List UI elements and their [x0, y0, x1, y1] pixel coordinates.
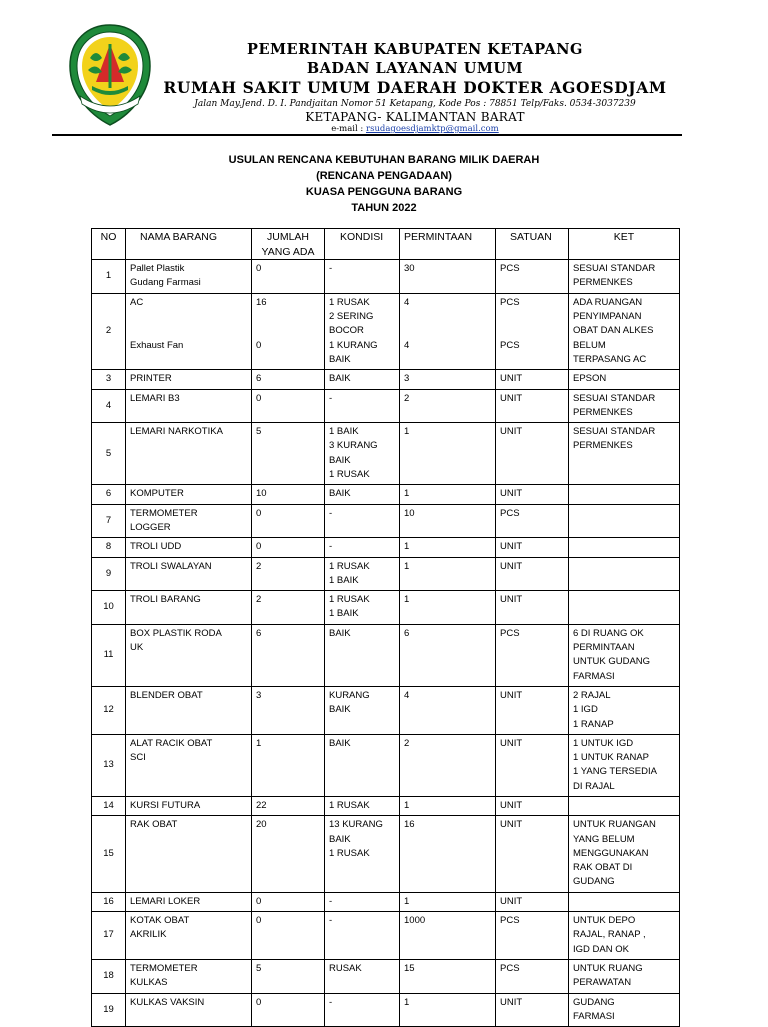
condition-cell: 1 BAIK 3 KURANG BAIK 1 RUSAK — [325, 423, 400, 485]
notes-cell: ADA RUANGAN PENYIMPANAN OBAT DAN ALKES BELUM TERPASANG AC — [569, 293, 680, 369]
existing-quantity-cell: 6 — [252, 624, 325, 686]
table-row — [92, 686, 680, 734]
condition-cell: BAIK — [325, 624, 400, 686]
existing-quantity-cell: 22 — [252, 796, 325, 815]
item-name-cell: Pallet Plastik Gudang Farmasi — [126, 260, 252, 294]
notes-cell: GUDANG FARMASI — [569, 993, 680, 1027]
existing-quantity-cell: 1 — [252, 734, 325, 796]
requested-quantity-cell: 1000 — [400, 912, 496, 960]
notes-cell: SESUAI STANDAR PERMENKES — [569, 389, 680, 423]
column-header-jumlah-yang-ada: JUMLAH YANG ADA — [252, 229, 325, 260]
notes-cell — [569, 892, 680, 911]
condition-cell: BAIK — [325, 370, 400, 389]
title-line-2: (RENCANA PENGADAAN) — [316, 170, 452, 182]
letterhead-divider — [52, 134, 682, 136]
item-name-cell: RAK OBAT — [126, 816, 252, 892]
email-label: e-mail : — [331, 124, 367, 134]
requested-quantity-cell: 1 — [400, 591, 496, 625]
requested-quantity-cell: 16 — [400, 816, 496, 892]
item-name-cell: TROLI BARANG — [126, 591, 252, 625]
condition-cell: 1 RUSAK 1 BAIK — [325, 557, 400, 591]
unit-cell: UNIT — [496, 423, 569, 485]
existing-quantity-cell: 0 — [252, 260, 325, 294]
condition-cell: - — [325, 538, 400, 557]
requested-quantity-cell: 4 — [400, 686, 496, 734]
column-header-permintaan: PERMINTAAN — [400, 229, 496, 260]
existing-quantity-cell: 2 — [252, 591, 325, 625]
column-header-nama-barang: NAMA BARANG — [126, 229, 252, 260]
unit-cell: UNIT — [496, 686, 569, 734]
unit-cell: UNIT — [496, 796, 569, 815]
unit-cell: UNIT — [496, 557, 569, 591]
title-line-1: USULAN RENCANA KEBUTUHAN BARANG MILIK DAERAH — [228, 154, 540, 166]
row-number-cell: 10 — [92, 591, 126, 625]
requested-quantity-cell: 1 — [400, 423, 496, 485]
unit-cell: PCS — [496, 912, 569, 960]
existing-quantity-cell: 2 — [252, 557, 325, 591]
condition-cell: 13 KURANG BAIK 1 RUSAK — [325, 816, 400, 892]
notes-cell: 1 UNTUK IGD 1 UNTUK RANAP 1 YANG TERSEDIA DI RAJAL — [569, 734, 680, 796]
letterhead — [0, 0, 768, 138]
item-name-cell: LEMARI B3 — [126, 389, 252, 423]
column-header-kondisi: KONDISI — [325, 229, 400, 260]
notes-cell — [569, 504, 680, 538]
requested-quantity-cell: 1 — [400, 993, 496, 1027]
existing-quantity-cell: 0 — [252, 892, 325, 911]
existing-quantity-cell: 16 0 — [252, 293, 325, 369]
condition-cell: - — [325, 993, 400, 1027]
condition-cell: 1 RUSAK — [325, 796, 400, 815]
table-row — [92, 892, 680, 911]
item-name-cell: KULKAS VAKSIN — [126, 993, 252, 1027]
item-name-cell: TERMOMETER LOGGER — [126, 504, 252, 538]
email-link[interactable]: rsudagoesdjamktp@gmail.com — [366, 124, 499, 134]
notes-cell: SESUAI STANDAR PERMENKES — [569, 260, 680, 294]
letterhead-government: PEMERINTAH KABUPATEN KETAPANG — [247, 41, 583, 58]
unit-cell: PCS — [496, 260, 569, 294]
requested-quantity-cell: 1 — [400, 538, 496, 557]
notes-cell: UNTUK RUANGAN YANG BELUM MENGGUNAKAN RAK OBAT DI GUDANG — [569, 816, 680, 892]
goods-requirement-table — [91, 228, 680, 1027]
unit-cell: UNIT — [496, 993, 569, 1027]
row-number-cell: 12 — [92, 686, 126, 734]
unit-cell: UNIT — [496, 734, 569, 796]
condition-cell: - — [325, 912, 400, 960]
item-name-cell: TERMOMETER KULKAS — [126, 959, 252, 993]
table-row — [92, 959, 680, 993]
requested-quantity-cell: 4 4 — [400, 293, 496, 369]
row-number-cell: 3 — [92, 370, 126, 389]
condition-cell: BAIK — [325, 485, 400, 504]
notes-cell — [569, 485, 680, 504]
requested-quantity-cell: 15 — [400, 959, 496, 993]
table-row — [92, 796, 680, 815]
table-row — [92, 370, 680, 389]
table-row — [92, 816, 680, 892]
item-name-cell: TROLI UDD — [126, 538, 252, 557]
row-number-cell: 11 — [92, 624, 126, 686]
notes-cell — [569, 591, 680, 625]
unit-cell: UNIT — [496, 370, 569, 389]
item-name-cell: PRINTER — [126, 370, 252, 389]
notes-cell: SESUAI STANDAR PERMENKES — [569, 423, 680, 485]
row-number-cell: 1 — [92, 260, 126, 294]
table-row — [92, 423, 680, 485]
item-name-cell: BLENDER OBAT — [126, 686, 252, 734]
condition-cell: KURANG BAIK — [325, 686, 400, 734]
row-number-cell: 8 — [92, 538, 126, 557]
item-name-cell: BOX PLASTIK RODA UK — [126, 624, 252, 686]
item-name-cell: KOTAK OBAT AKRILIK — [126, 912, 252, 960]
table-row — [92, 538, 680, 557]
condition-cell: BAIK — [325, 734, 400, 796]
table-row — [92, 389, 680, 423]
row-number-cell: 5 — [92, 423, 126, 485]
existing-quantity-cell: 0 — [252, 538, 325, 557]
requested-quantity-cell: 1 — [400, 796, 496, 815]
table-body — [92, 260, 680, 1027]
item-name-cell: TROLI SWALAYAN — [126, 557, 252, 591]
row-number-cell: 15 — [92, 816, 126, 892]
table-row — [92, 260, 680, 294]
existing-quantity-cell: 5 — [252, 959, 325, 993]
column-header-no: NO — [92, 229, 126, 260]
unit-cell: UNIT — [496, 892, 569, 911]
table-row — [92, 993, 680, 1027]
notes-cell: UNTUK DEPO RAJAL, RANAP , IGD DAN OK — [569, 912, 680, 960]
existing-quantity-cell: 0 — [252, 993, 325, 1027]
item-name-cell: LEMARI NARKOTIKA — [126, 423, 252, 485]
requested-quantity-cell: 3 — [400, 370, 496, 389]
title-line-3: KUASA PENGGUNA BARANG — [305, 186, 463, 198]
requested-quantity-cell: 1 — [400, 557, 496, 591]
notes-cell: UNTUK RUANG PERAWATAN — [569, 959, 680, 993]
existing-quantity-cell: 0 — [252, 912, 325, 960]
unit-cell: PCS — [496, 959, 569, 993]
document-title — [90, 152, 678, 216]
table-header-row — [92, 229, 680, 260]
unit-cell: UNIT — [496, 591, 569, 625]
row-number-cell: 17 — [92, 912, 126, 960]
unit-cell: PCS — [496, 624, 569, 686]
letterhead-city: KETAPANG- KALIMANTAN BARAT — [305, 110, 525, 124]
notes-cell — [569, 557, 680, 591]
row-number-cell: 9 — [92, 557, 126, 591]
row-number-cell: 14 — [92, 796, 126, 815]
row-number-cell: 16 — [92, 892, 126, 911]
notes-cell — [569, 796, 680, 815]
condition-cell: - — [325, 892, 400, 911]
condition-cell: - — [325, 260, 400, 294]
existing-quantity-cell: 0 — [252, 389, 325, 423]
row-number-cell: 2 — [92, 293, 126, 369]
notes-cell: 2 RAJAL 1 IGD 1 RANAP — [569, 686, 680, 734]
table-row — [92, 591, 680, 625]
requested-quantity-cell: 30 — [400, 260, 496, 294]
condition-cell: 1 RUSAK 2 SERING BOCOR 1 KURANG BAIK — [325, 293, 400, 369]
table-row — [92, 734, 680, 796]
table-row — [92, 293, 680, 369]
letterhead-agency: BADAN LAYANAN UMUM — [306, 60, 524, 77]
table-row — [92, 912, 680, 960]
table-row — [92, 624, 680, 686]
item-name-cell: KURSI FUTURA — [126, 796, 252, 815]
unit-cell: UNIT — [496, 816, 569, 892]
unit-cell: UNIT — [496, 485, 569, 504]
title-line-4: TAHUN 2022 — [351, 202, 417, 214]
notes-cell — [569, 538, 680, 557]
item-name-cell: LEMARI LOKER — [126, 892, 252, 911]
existing-quantity-cell: 20 — [252, 816, 325, 892]
ketapang-regency-emblem-icon — [66, 22, 154, 128]
row-number-cell: 6 — [92, 485, 126, 504]
row-number-cell: 4 — [92, 389, 126, 423]
requested-quantity-cell: 10 — [400, 504, 496, 538]
existing-quantity-cell: 0 — [252, 504, 325, 538]
table-row — [92, 504, 680, 538]
letterhead-address: Jalan May.Jend. D. I. Pandjaitan Nomor 51 Ketapang, Kode Pos : 78851 Telp/Faks. 0534-3037239 — [194, 99, 636, 109]
requested-quantity-cell: 1 — [400, 485, 496, 504]
condition-cell: 1 RUSAK 1 BAIK — [325, 591, 400, 625]
row-number-cell: 19 — [92, 993, 126, 1027]
item-name-cell: AC Exhaust Fan — [126, 293, 252, 369]
item-name-cell: KOMPUTER — [126, 485, 252, 504]
condition-cell: - — [325, 504, 400, 538]
requested-quantity-cell: 6 — [400, 624, 496, 686]
column-header-satuan: SATUAN — [496, 229, 569, 260]
condition-cell: RUSAK — [325, 959, 400, 993]
notes-cell: EPSON — [569, 370, 680, 389]
table-row — [92, 485, 680, 504]
column-header-ket: KET — [569, 229, 680, 260]
table-row — [92, 557, 680, 591]
requested-quantity-cell: 2 — [400, 734, 496, 796]
unit-cell: PCS PCS — [496, 293, 569, 369]
row-number-cell: 18 — [92, 959, 126, 993]
condition-cell: - — [325, 389, 400, 423]
existing-quantity-cell: 5 — [252, 423, 325, 485]
item-name-cell: ALAT RACIK OBAT SCI — [126, 734, 252, 796]
unit-cell: UNIT — [496, 538, 569, 557]
unit-cell: UNIT — [496, 389, 569, 423]
unit-cell: PCS — [496, 504, 569, 538]
row-number-cell: 13 — [92, 734, 126, 796]
existing-quantity-cell: 6 — [252, 370, 325, 389]
letterhead-hospital-name: RUMAH SAKIT UMUM DAERAH DOKTER AGOESDJAM — [163, 78, 667, 97]
existing-quantity-cell: 10 — [252, 485, 325, 504]
existing-quantity-cell: 3 — [252, 686, 325, 734]
row-number-cell: 7 — [92, 504, 126, 538]
notes-cell: 6 DI RUANG OK PERMINTAAN UNTUK GUDANG FARMASI — [569, 624, 680, 686]
requested-quantity-cell: 1 — [400, 892, 496, 911]
requested-quantity-cell: 2 — [400, 389, 496, 423]
